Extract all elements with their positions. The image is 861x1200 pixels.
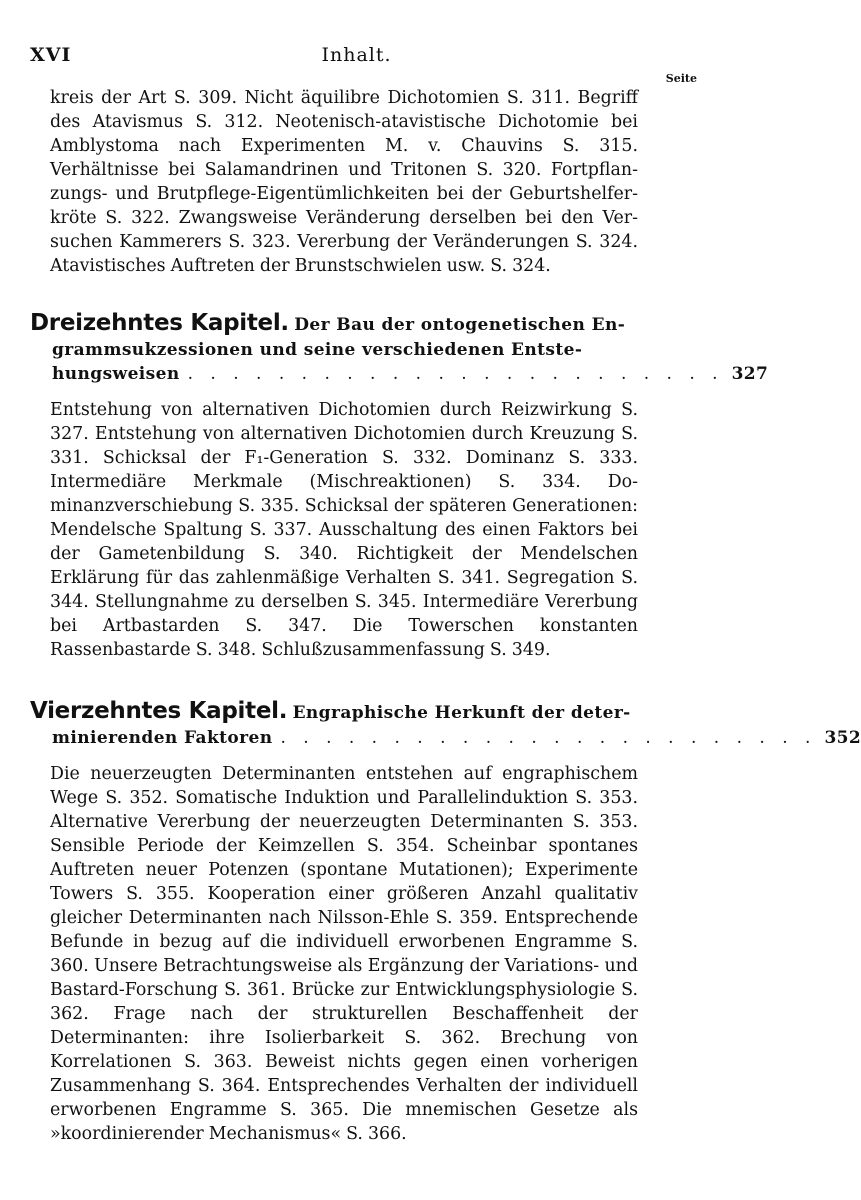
chapter-13-heading [30, 310, 769, 386]
chapter-13-title-line1: Der Bau der ontogenetischen En- [294, 315, 626, 335]
chapter-13-title-line2: grammsukzessionen und seine verschiedenen Entste- [52, 340, 583, 360]
chapter-14-page-number: 352 [824, 728, 861, 748]
chapter-14-title-line1: Engraphische Herkunft der deter- [292, 703, 631, 723]
running-head [30, 44, 683, 68]
page-number-roman: XVI [30, 44, 72, 66]
chapter-13-title-line3: hungsweisen [52, 364, 180, 384]
leader-dots: . . . . . . . . . . . . . . . . . . . . . . . . [280, 728, 817, 748]
chapter-14-title-line2: minierenden Faktoren [52, 728, 273, 748]
chapter-14-toc-entry [30, 726, 861, 750]
section-summary-prev: kreis der Art S. 309. Nicht äquilibre Dichotomien S. 311. Begriff des Atavismus S. 312. Neotenisch-atavistische Dichotomie bei Amblystoma nach Experimenten M. v. Chauvins S. 315. Verhältnisse bei Salamandrinen und Tritonen S. 320. Fortpflanzungs- und Brutpflege-Eigentümlichkeiten bei der Geburtshelferkröte S. 322. Zwangsweise Veränderung derselben bei den Versuchen Kammerers S. 323. Vererbung der Veränderungen S. 324. Atavistisches Auftreten der Brunstschwielen usw. S. 324. [50, 88, 638, 276]
leader-dots: . . . . . . . . . . . . . . . . . . . . . . . . [187, 364, 724, 384]
seite-label: Seite [665, 72, 697, 85]
chapter-13-page-number: 327 [731, 364, 769, 384]
running-title: Inhalt. [321, 44, 392, 66]
chapter-13-summary: Entstehung von alternativen Dichotomien durch Reizwirkung S. 327. Entstehung von alternativen Dichotomien durch Kreuzung S. 331. Schicksal der F₁-Generation S. 332. Dominanz S. 333. Intermediäre Merkmale (Mischreaktionen) S. 334. Dominanzverschiebung S. 335. Schicksal der späteren Generationen: Mendelsche Spaltung S. 337. Ausschaltung des einen Faktors bei der Gametenbildung S. 340. Richtigkeit der Mendelschen Erklärung für das zahlenmäßige Verhalten S. 341. Segregation S. 344. Stellungnahme zu derselben S. 345. Intermediäre Vererbung bei Artbastarden S. 347. Die Towerschen konstanten Rassenbastarde S. 348. Schlußzusammenfassung S. 349. [50, 400, 638, 660]
chapter-14-summary: Die neuerzeugten Determinanten entstehen auf engraphischem Wege S. 352. Somatische Induktion und Parallelinduktion S. 353. Alternative Vererbung der neuerzeugten Determinanten S. 353. Sensible Periode der Keimzellen S. 354. Scheinbar spontanes Auftreten neuer Potenzen (spontane Mutationen); Experimente Towers S. 355. Kooperation einer größeren Anzahl qualitativ gleicher Determinanten nach Nilsson-Ehle S. 359. Entsprechende Befunde in bezug auf die individuell erworbenen Engramme S. 360. Unsere Betrachtungsweise als Ergänzung der Variations- und Bastard-Forschung S. 361. Brücke zur Entwicklungsphysiologie S. 362. Frage nach der strukturellen Beschaffenheit der Determinanten: ihre Isolierbarkeit S. 362. Brechung von Korrelationen S. 363. Beweist nichts gegen einen vorherigen Zusammenhang S. 364. Entsprechendes Verhalten der individuell erworbenen Engramme S. 365. Die mnemischen Gesetze als »koordinierender Mechanismus« S. 366. [50, 764, 638, 1144]
chapter-14-name: Vierzehntes Kapitel. [30, 698, 288, 724]
chapter-14-heading [30, 698, 861, 750]
chapter-13-toc-entry [30, 362, 769, 386]
chapter-13-name: Dreizehntes Kapitel. [30, 310, 289, 336]
